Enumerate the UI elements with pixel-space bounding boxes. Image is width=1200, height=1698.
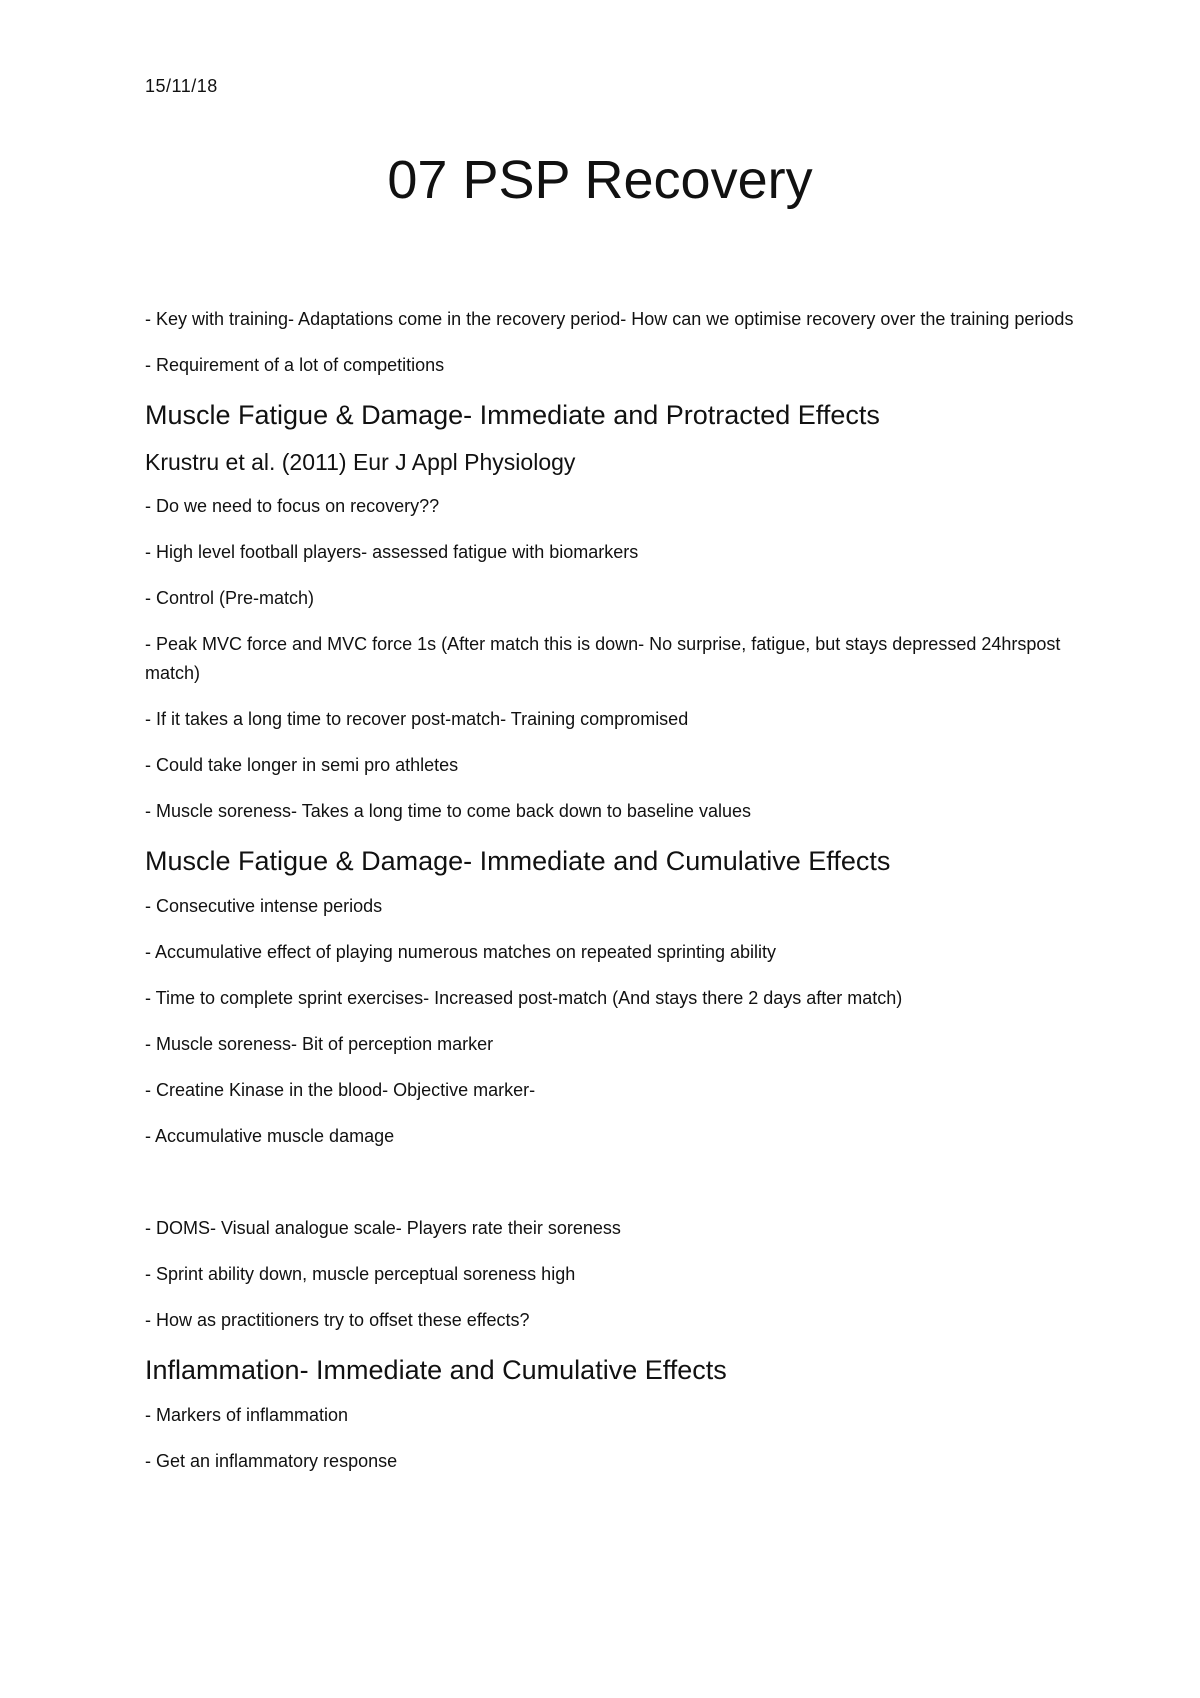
intro-paragraph: - Key with training- Adaptations come in the recovery period- How can we optimise recovery over the training periods	[145, 309, 1074, 329]
document-title: 07 PSP Recovery	[387, 150, 813, 210]
bullet-point: - Markers of inflammation	[145, 1405, 349, 1425]
bullet-point: - Accumulative effect of playing numerous matches on repeated sprinting ability	[145, 942, 777, 962]
bullet-point: - Could take longer in semi pro athletes	[145, 755, 459, 775]
document-date: 15/11/18	[145, 76, 218, 96]
bullet-point: - Creatine Kinase in the blood- Objective marker-	[145, 1080, 536, 1100]
bullet-point: - Time to complete sprint exercises- Increased post-match (And stays there 2 days after match)	[145, 988, 903, 1008]
blank-line	[145, 1168, 1075, 1214]
bullet-point: - Get an inflammatory response	[145, 1451, 398, 1471]
bullet-point: - Muscle soreness- Bit of perception marker	[145, 1034, 494, 1054]
bullet-point: - Do we need to focus on recovery??	[145, 496, 440, 516]
section-heading: Muscle Fatigue & Damage- Immediate and Protracted Effects	[145, 400, 880, 430]
section-heading: Muscle Fatigue & Damage- Immediate and Cumulative Effects	[145, 846, 891, 876]
document-body	[145, 305, 1075, 1493]
bullet-point: - How as practitioners try to offset these effects?	[145, 1310, 530, 1330]
bullet-point: - If it takes a long time to recover post-match- Training compromised	[145, 709, 689, 729]
bullet-point: - Control (Pre-match)	[145, 588, 315, 608]
bullet-point: - Sprint ability down, muscle perceptual soreness high	[145, 1264, 576, 1284]
bullet-point: - Peak MVC force and MVC force 1s (After match this is down- No surprise, fatigue, but stays depressed 24hrspost match)	[145, 634, 1061, 683]
bullet-point: - High level football players- assessed fatigue with biomarkers	[145, 542, 639, 562]
intro-paragraph: - Requirement of a lot of competitions	[145, 355, 445, 375]
bullet-point: - DOMS- Visual analogue scale- Players rate their soreness	[145, 1218, 621, 1238]
section-subheading: Krustru et al. (2011) Eur J Appl Physiology	[145, 449, 576, 475]
bullet-point: - Consecutive intense periods	[145, 896, 383, 916]
bullet-point: - Muscle soreness- Takes a long time to come back down to baseline values	[145, 801, 751, 821]
bullet-point: - Accumulative muscle damage	[145, 1126, 395, 1146]
section-heading: Inflammation- Immediate and Cumulative Effects	[145, 1355, 727, 1385]
